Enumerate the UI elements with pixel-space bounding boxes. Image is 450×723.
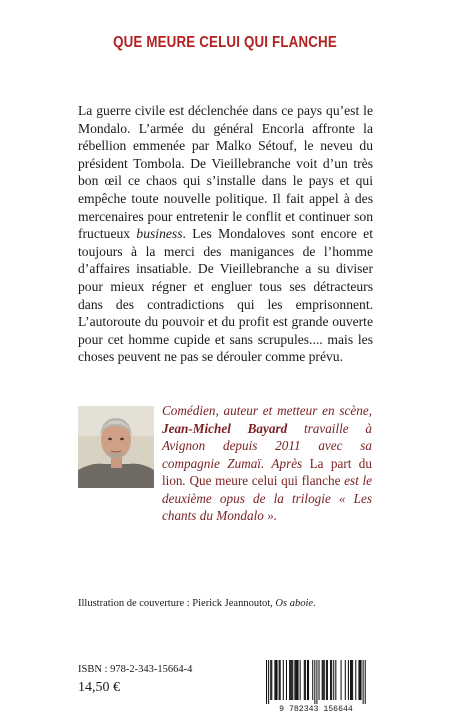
barcode-digits: 9 782343 156644 [279,705,353,713]
bio-book-2: Que meure celui qui flanche [189,473,341,488]
book-title: QUE MEURE CELUI QUI FLANCHE [113,34,337,51]
blurb-part-2: . Les Mondaloves sont encore et toujours à la merci des manigances de l’homme d’affaires insatiable. De Vieillebranche a su diviser pour mieux régner et engluer tous ses détracteurs dans des contradictions qui les emprisonnent. L’autoroute du pouvoir et du profit est grande ouverte pour cet homme cupide et sans scrupules.... mais les choses peuvent ne pas se dérouler comme prévu. [78,226,373,365]
isbn-text: ISBN : 978-2-343-15664-4 [78,664,193,675]
barcode-bar [296,660,297,700]
barcode-bar [361,660,362,700]
barcode-bar [268,660,269,704]
barcode-bar [333,660,334,700]
barcode-bar [327,660,328,700]
barcode-bar [305,660,306,700]
bio-mid-2: . [182,473,190,488]
barcode-bar [350,660,351,700]
credit-suffix: . [313,598,316,609]
barcode-bar [280,660,281,700]
barcode-bar [335,660,336,700]
barcode-bar [323,660,324,700]
blurb-part-1: La guerre civile est déclenchée dans ce pays qu’est le Mondalo. L’armée du général Encorla affronte la rébellion emmenée par Malko Sétouf, le neveu du président Tombola. De Vieillebranche voit d’un très bon œil ce chaos qui s’installe dans le pays et qui empêche toute nouvelle politique. Il fait appel à des mercenaires pour entretenir le conflit et continuer son fructueux [78,103,373,242]
barcode-bar [283,660,284,700]
barcode-bar [300,660,301,700]
barcode-bar [292,660,293,700]
author-bio [162,402,372,525]
barcode-bar [363,660,364,704]
barcode-bar [322,660,323,700]
back-cover-blurb [78,102,373,366]
barcode-bar [271,660,272,700]
barcode-bar [365,660,366,704]
barcode-bar [358,660,359,700]
barcode-graphic [258,658,374,713]
barcode-bar [270,660,271,700]
barcode [258,658,374,713]
bio-end: est le deuxième opus de la trilogie « Les chants du Mondalo ». [162,473,372,523]
credit-prefix: Illustration de couverture : Pierick Jeannoutot, [78,598,276,609]
barcode-bar [266,660,267,704]
blurb-business-word: business [136,226,183,242]
author-name: Jean-Michel Bayard [162,420,288,436]
barcode-bar [298,660,299,700]
cover-illustration-credit [78,598,378,609]
barcode-bar [348,660,349,700]
bio-intro: Comédien, auteur et metteur en scène, [162,403,372,418]
barcode-bar [290,660,291,700]
barcode-bar [359,660,360,700]
barcode-bar [314,660,315,704]
barcode-bar [352,660,353,700]
barcode-bar [279,660,280,700]
barcode-bar [286,660,287,700]
barcode-bar [331,660,332,700]
barcode-bar [355,660,356,700]
credit-work: Os aboie [275,598,314,609]
barcode-bar [345,660,346,700]
barcode-bar [304,660,305,700]
barcode-bar [307,660,308,700]
bio-mid: travaille à Avignon depuis 2011 avec sa compagnie Zumaï. Après [162,420,372,471]
barcode-bar [291,660,292,700]
author-photo [78,406,154,488]
barcode-bar [312,660,313,700]
barcode-bar [277,660,278,700]
barcode-bar [294,660,295,700]
barcode-bar [326,660,327,700]
barcode-bar [324,660,325,700]
barcode-bar [275,660,276,700]
barcode-bar [289,660,290,700]
barcode-bar [316,660,317,704]
barcode-bar [274,660,275,700]
barcode-bar [308,660,309,700]
barcode-bar [295,660,296,700]
barcode-bar [341,660,342,700]
price-text: 14,50 € [78,680,120,695]
bio-book-1: La part du lion [162,455,372,488]
barcode-bar [330,660,331,700]
barcode-bar [319,660,320,700]
barcode-bar [351,660,352,700]
